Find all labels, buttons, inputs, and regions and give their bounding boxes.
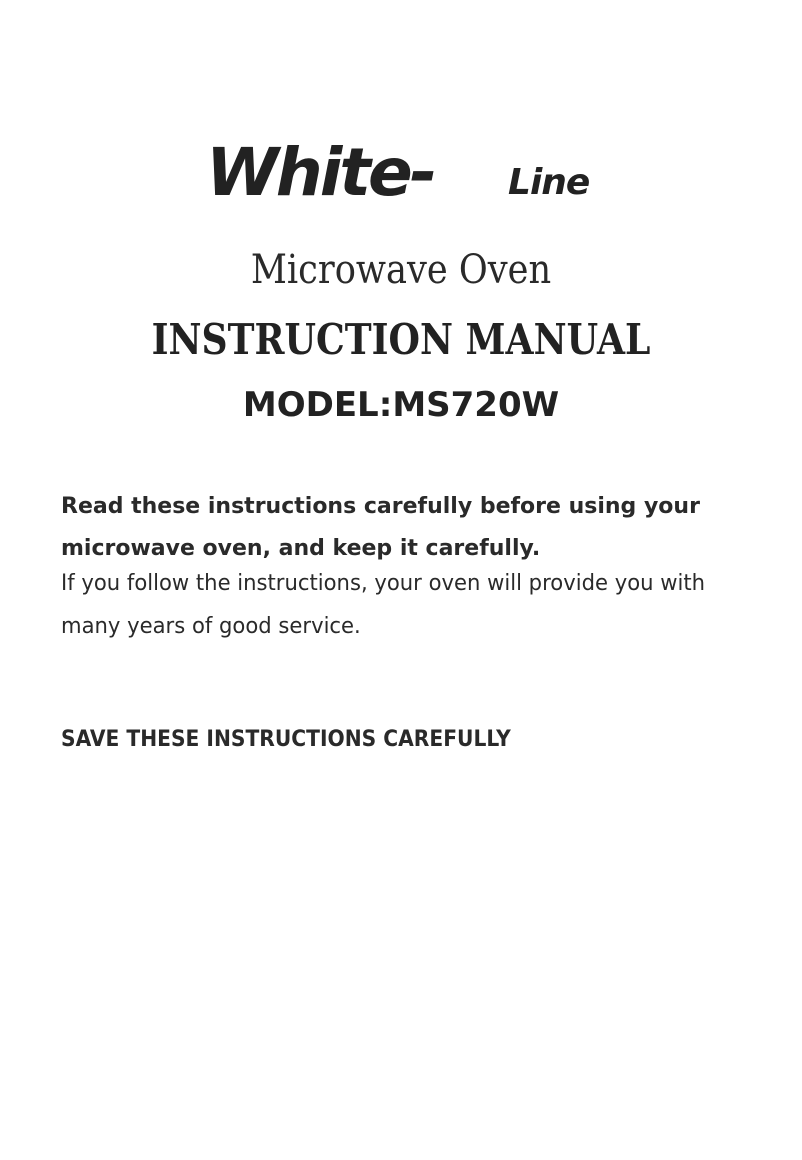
- manual-title: INSTRUCTION MANUAL: [151, 315, 651, 364]
- save-instructions-note: SAVE THESE INSTRUCTIONS CAREFULLY: [61, 727, 511, 752]
- intro-normal-text: If you follow the instructions, your oven will provide you with many years of good service.: [61, 571, 706, 639]
- intro-bold-line-2: microwave oven, and keep it carefully.: [61, 536, 541, 561]
- product-title: Microwave Oven: [250, 247, 552, 293]
- brand-logo-sub: Line: [508, 162, 590, 203]
- intro-bold-line-1: Read these instructions carefully before using your: [61, 494, 700, 519]
- brand-logo-main: White-: [206, 134, 435, 211]
- intro-paragraph: [61, 486, 761, 648]
- model-number: MODEL:MS720W: [242, 385, 560, 425]
- brand-logo: [206, 128, 626, 218]
